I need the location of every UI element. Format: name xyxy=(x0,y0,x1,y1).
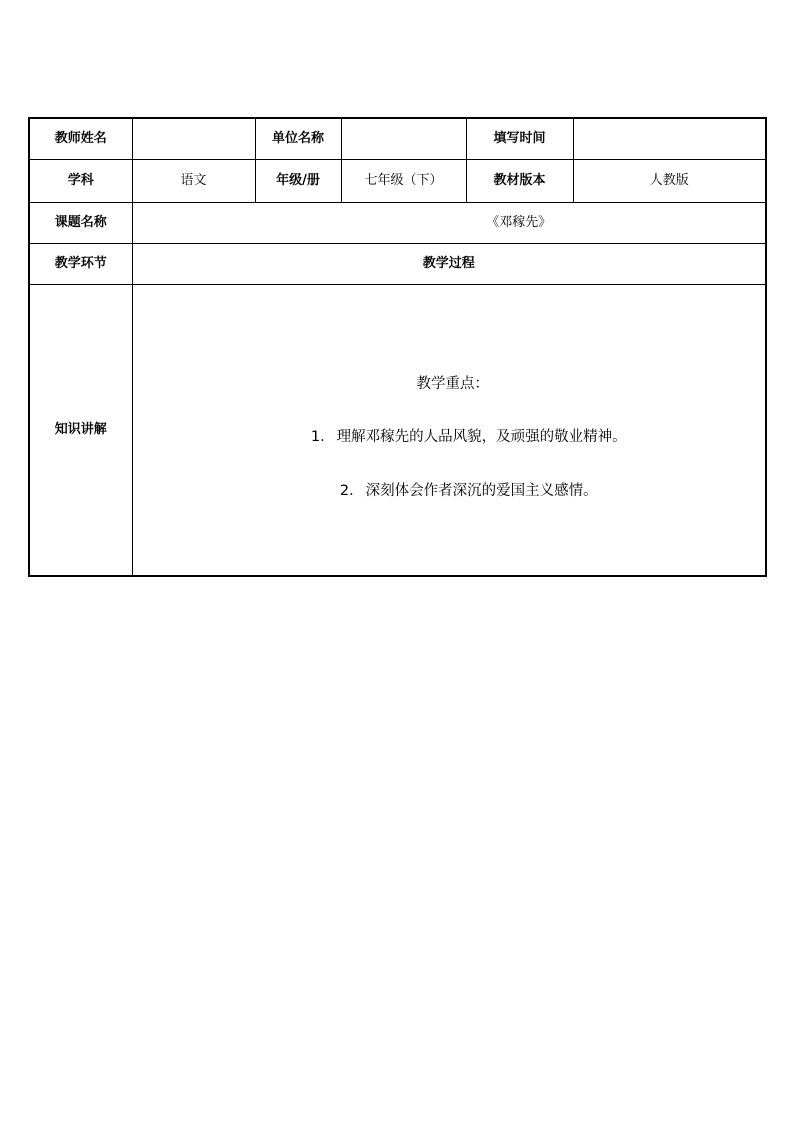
edition-value: 人教版 xyxy=(573,160,766,203)
knowledge-label: 知识讲解 xyxy=(29,285,132,577)
key-point-number: 2． xyxy=(339,482,364,499)
topic-value-cell xyxy=(132,203,766,244)
knowledge-content-cell xyxy=(132,285,766,577)
topic-row xyxy=(29,203,766,244)
key-point-number: 1． xyxy=(310,429,335,446)
header-row xyxy=(29,118,766,160)
knowledge-row xyxy=(29,285,766,577)
key-point-item xyxy=(173,483,766,500)
edition-label: 教材版本 xyxy=(466,160,573,203)
unit-name-value xyxy=(341,118,466,160)
teacher-name-value xyxy=(132,118,255,160)
unit-name-label: 单位名称 xyxy=(255,118,341,160)
topic-label: 课题名称 xyxy=(29,203,132,244)
key-points-heading: 教学重点： xyxy=(416,375,489,392)
fill-date-label: 填写时间 xyxy=(466,118,573,160)
grade-value: 七年级（下） xyxy=(341,160,466,203)
subject-label: 学科 xyxy=(29,160,132,203)
teaching-process-heading: 教学过程 xyxy=(132,244,766,285)
subject-value: 语文 xyxy=(132,160,255,203)
topic-value: 《邓稼先》 xyxy=(486,215,552,231)
info-row xyxy=(29,160,766,203)
teaching-stage-label: 教学环节 xyxy=(29,244,132,285)
key-point-text: 深刻体会作者深沉的爱国主义感情。 xyxy=(365,482,598,499)
fill-date-value xyxy=(573,118,766,160)
key-point-item xyxy=(173,429,766,446)
lesson-plan-table xyxy=(28,117,767,577)
grade-label: 年级/册 xyxy=(255,160,341,203)
process-row xyxy=(29,244,766,285)
knowledge-content xyxy=(133,324,766,500)
teacher-name-label: 教师姓名 xyxy=(29,118,132,160)
key-point-text: 理解邓稼先的人品风貌，及顽强的敬业精神。 xyxy=(336,429,627,446)
